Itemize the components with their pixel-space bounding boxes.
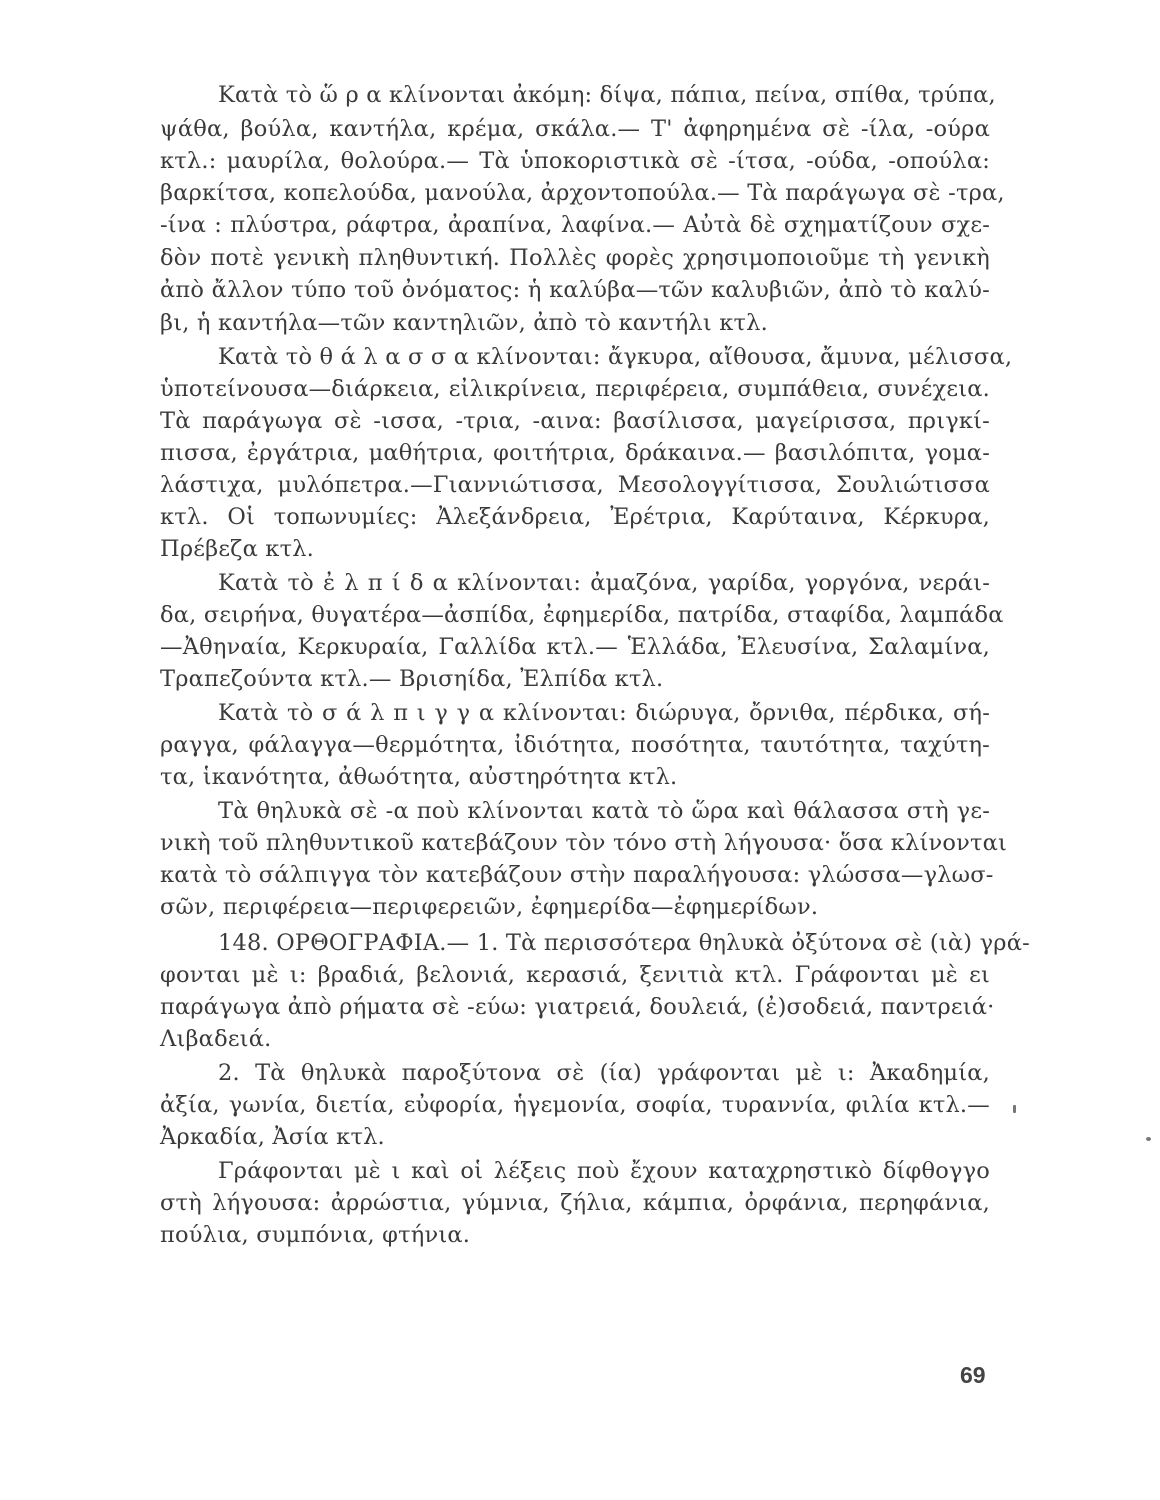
text-line: ἀπὸ ἄλλον τύπο τοῦ ὀνόματος: ἡ καλύβα—τῶν καλυβιῶν, ἀπὸ τὸ καλύ- [160,277,990,303]
text-line: —Ἀθηναία, Κερκυραία, Γαλλίδα κτλ.— Ἑλλάδα, Ἐλευσίνα, Σαλαμίνα, [160,634,990,660]
text-line: δὸν ποτὲ γενικὴ πληθυντική. Πολλὲς φορὲς χρησιμοποιοῦμε τὴ γενικὴ [160,245,990,271]
text-line: κτλ. Οἱ τοπωνυμίες: Ἀλεξάνδρεια, Ἐρέτρια, Καρύταινα, Κέρκυρα, [160,504,990,530]
text-line: ραγγα, φάλαγγα—θερμότητα, ἰδιότητα, ποσότητα, ταυτότητα, ταχύτη- [160,732,990,758]
scan-speck [1146,1137,1151,1141]
text-line: Τραπεζούντα κτλ.— Βρισηίδα, Ἐλπίδα κτλ. [160,666,664,692]
text-line: βαρκίτσα, κοπελούδα, μανούλα, ἀρχοντοπούλα.— Τὰ παράγωγα σὲ -τρα, [160,180,1005,206]
text-line: Κατὰ τὸ ἐ λ π ί δ α κλίνονται: ἀμαζόνα, γαρίδα, γοργόνα, νεράι- [218,570,990,596]
text-line: κατὰ τὸ σάλπιγγα τὸν κατεβάζουν στὴν παραλήγουσα: γλώσσα—γλωσ- [160,862,994,888]
text-line: πούλια, συμπόνια, φτήνια. [160,1222,471,1248]
text-line: στὴ λήγουσα: ἀρρώστια, γύμνια, ζήλια, κάμπια, ὀρφάνια, περηφάνια, [160,1190,990,1216]
text-line: νικὴ τοῦ πληθυντικοῦ κατεβάζουν τὸν τόνο στὴ λήγουσα· ὅσα κλίνονται [160,830,1008,856]
text-line: 148. ΟΡΘΟΓΡΑΦΙΑ.— 1. Τὰ περισσότερα θηλυκὰ ὀξύτονα σὲ (ιὰ) γρά- [218,930,1030,956]
text-line: λάστιχα, μυλόπετρα.—Γιαννιώτισσα, Μεσολογγίτισσα, Σουλιώτισσα [160,472,990,498]
text-line: Πρέβεζα κτλ. [160,536,315,562]
text-line: τα, ἱκανότητα, ἀθωότητα, αὐστηρότητα κτλ. [160,764,678,790]
text-line: ὑποτείνουσα—διάρκεια, εἰλικρίνεια, περιφέρεια, συμπάθεια, συνέχεια. [160,376,990,402]
scan-speck [1013,1105,1016,1113]
text-line: δα, σειρήνα, θυγατέρα—ἀσπίδα, ἐφημερίδα, πατρίδα, σταφίδα, λαμπάδα [160,602,1004,628]
text-line: βι, ἡ καντήλα—τῶν καντηλιῶν, ἀπὸ τὸ καντήλι κτλ. [160,310,768,336]
text-line: πισσα, ἐργάτρια, μαθήτρια, φοιτήτρια, δράκαινα.— βασιλόπιτα, γομα- [160,440,990,466]
text-line: Κατὰ τὸ σ ά λ π ι γ γ α κλίνονται: διώρυγα, ὄρνιθα, πέρδικα, σή- [218,700,990,726]
page-number: 69 [960,1362,986,1388]
text-line: Γράφονται μὲ ι καὶ οἱ λέξεις ποὺ ἔχουν καταχρηστικὸ δίφθογγο [218,1158,990,1184]
text-line: Τὰ θηλυκὰ σὲ -α ποὺ κλίνονται κατὰ τὸ ὥρα καὶ θάλασσα στὴ γε- [218,798,990,824]
text-line: παράγωγα ἀπὸ ρήματα σὲ -εύω: γιατρειά, δουλειά, (ἐ)σοδειά, παντρειά· [160,994,995,1020]
text-line: Ἀρκαδία, Ἀσία κτλ. [160,1124,385,1150]
text-line: Λιβαδειά. [160,1026,272,1052]
text-line: σῶν, περιφέρεια—περιφερειῶν, ἐφημερίδα—ἐφημερίδων. [160,894,819,920]
text-line: ψάθα, βούλα, καντήλα, κρέμα, σκάλα.— Τ' ἀφηρημένα σὲ -ίλα, -ούρα [160,116,990,142]
text-line: ἀξία, γωνία, διετία, εὐφορία, ἡγεμονία, σοφία, τυραννία, φιλία κτλ.— [160,1092,990,1118]
text-line: -ίνα : πλύστρα, ράφτρα, ἀραπίνα, λαφίνα.— Αὐτὰ δὲ σχηματίζουν σχε- [160,212,990,238]
text-line: Κατὰ τὸ θ ά λ α σ σ α κλίνονται: ἄγκυρα, αἴθουσα, ἄμυνα, μέλισσα, [218,344,1013,370]
text-line: 2. Τὰ θηλυκὰ παροξύτονα σὲ (ία) γράφονται μὲ ι: Ἀκαδημία, [218,1060,990,1086]
text-line: Τὰ παράγωγα σὲ -ισσα, -τρια, -αινα: βασίλισσα, μαγείρισσα, πριγκί- [160,408,990,434]
text-line: φονται μὲ ι: βραδιά, βελονιά, κερασιά, ξενιτιὰ κτλ. Γράφονται μὲ ει [160,962,990,988]
text-line: Κατὰ τὸ ὥ ρ α κλίνονται ἀκόμη: δίψα, πάπια, πείνα, σπίθα, τρύπα, [218,82,996,108]
text-line: κτλ.: μαυρίλα, θολούρα.— Τὰ ὑποκοριστικὰ σὲ -ίτσα, -ούδα, -οπούλα: [160,148,990,174]
